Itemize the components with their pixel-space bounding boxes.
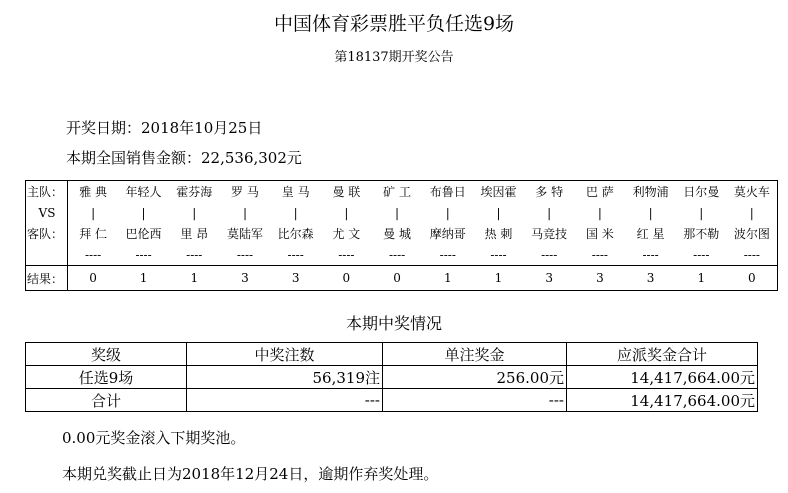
away-team: 拜 仁 xyxy=(79,227,108,241)
vs-mark: | xyxy=(91,205,96,220)
away-team: 那不勒 xyxy=(683,227,720,241)
separator-dash: ---- xyxy=(439,247,456,262)
match-result: 1 xyxy=(118,266,169,291)
home-team: 年轻人 xyxy=(125,185,162,199)
vs-mark: | xyxy=(597,205,602,220)
match-result: 1 xyxy=(473,266,524,291)
home-team: 雅 典 xyxy=(79,185,108,199)
vs-mark: | xyxy=(192,205,197,220)
match-result: 3 xyxy=(270,266,321,291)
page-title: 中国体育彩票胜平负任选9场 xyxy=(273,13,515,35)
home-team: 布鲁日 xyxy=(429,185,466,199)
vs-mark: | xyxy=(242,205,247,220)
match-result: 3 xyxy=(625,266,676,291)
away-team: 里 昂 xyxy=(180,227,209,241)
prize-header-row xyxy=(26,343,758,366)
separator-dash: ---- xyxy=(693,247,710,262)
prize-level: 任选9场 xyxy=(26,366,187,389)
draw-date: 开奖日期：2018年10月25日 xyxy=(66,119,263,137)
separator-dash: ---- xyxy=(135,247,152,262)
prize-count: 56,319注 xyxy=(187,366,383,389)
away-team-row xyxy=(26,223,778,244)
vs-mark: | xyxy=(749,205,754,220)
sales-amount: 本期全国销售金额：22,536,302元 xyxy=(66,149,302,167)
prize-table xyxy=(25,342,758,412)
match-result: 0 xyxy=(68,266,119,291)
prize-row xyxy=(26,366,758,389)
prize-row-total xyxy=(26,389,758,412)
away-team: 莫陆军 xyxy=(226,227,263,241)
away-team: 巴伦西 xyxy=(125,227,162,241)
match-result: 3 xyxy=(524,266,575,291)
vs-mark: | xyxy=(699,205,704,220)
separator-dash: ---- xyxy=(490,247,507,262)
vs-mark: | xyxy=(445,205,450,220)
match-result: 1 xyxy=(676,266,727,291)
separator-dash: ---- xyxy=(388,247,406,262)
home-team: 莫火车 xyxy=(733,185,770,199)
away-team: 曼 城 xyxy=(383,227,411,241)
header-level: 奖级 xyxy=(26,343,187,366)
home-team: 日尔曼 xyxy=(683,185,720,199)
header-count: 中奖注数 xyxy=(187,343,383,366)
match-result: 1 xyxy=(422,266,473,291)
separator-dash: ---- xyxy=(338,247,355,262)
separator-dash: ---- xyxy=(287,247,304,262)
prize-unit: --- xyxy=(383,389,567,412)
away-team: 马竞技 xyxy=(531,227,568,241)
home-team: 巴 萨 xyxy=(585,185,614,199)
away-team: 热 刺 xyxy=(484,227,513,241)
prize-level: 合计 xyxy=(26,389,187,412)
separator-dash: ---- xyxy=(84,247,102,262)
away-team: 波尔图 xyxy=(733,227,770,241)
prize-section-title: 本期中奖情况 xyxy=(345,314,442,333)
separator-dash: ---- xyxy=(236,247,254,262)
vs-mark: | xyxy=(496,205,501,220)
home-team-row xyxy=(26,181,778,203)
home-team: 罗 马 xyxy=(231,185,259,199)
vs-row xyxy=(26,202,778,223)
home-team: 多 特 xyxy=(535,185,564,199)
issue-subtitle: 第18137期开奖公告 xyxy=(334,50,454,65)
home-team: 矿 工 xyxy=(383,185,411,199)
vs-mark: | xyxy=(395,205,400,220)
vs-mark: | xyxy=(293,205,298,220)
prize-total: 14,417,664.00元 xyxy=(567,366,758,389)
header-unit-prize: 单注奖金 xyxy=(383,343,567,366)
vs-mark: | xyxy=(547,205,552,220)
home-team: 埃因霍 xyxy=(480,185,517,199)
match-result: 0 xyxy=(321,266,372,291)
rollover-note: 0.00元奖金滚入下期奖池。 xyxy=(62,429,246,447)
home-label: 主队： xyxy=(26,181,68,203)
prize-unit: 256.00元 xyxy=(383,366,567,389)
prize-count: --- xyxy=(187,389,383,412)
deadline-note: 本期兑奖截止日为2018年12月24日，逾期作弃奖处理。 xyxy=(62,465,439,483)
match-result: 3 xyxy=(220,266,271,291)
match-result: 0 xyxy=(372,266,423,291)
match-result: 0 xyxy=(727,266,778,291)
match-result: 3 xyxy=(575,266,626,291)
vs-mark: | xyxy=(648,205,653,220)
home-team: 皇 马 xyxy=(281,185,310,199)
header-total: 应派奖金合计 xyxy=(567,343,758,366)
away-team: 红 星 xyxy=(636,227,665,241)
separator-dash: ---- xyxy=(591,247,608,262)
away-team: 比尔森 xyxy=(277,227,314,241)
match-result: 1 xyxy=(169,266,220,291)
away-label: 客队： xyxy=(26,223,68,244)
separator-dash: ---- xyxy=(743,247,760,262)
separator-row xyxy=(26,244,778,266)
away-team: 国 米 xyxy=(585,227,614,241)
separator-dash: ---- xyxy=(186,247,203,262)
away-team: 尤 文 xyxy=(332,227,361,241)
home-team: 曼 联 xyxy=(332,185,361,199)
result-label: 结果： xyxy=(26,266,68,291)
home-team: 利物浦 xyxy=(632,185,669,199)
vs-mark: | xyxy=(344,205,349,220)
separator-dash: ---- xyxy=(642,247,659,262)
away-team: 摩纳哥 xyxy=(429,227,466,241)
result-row xyxy=(26,266,778,291)
match-table xyxy=(25,180,778,291)
separator-dash: ---- xyxy=(541,247,558,262)
vs-mark: | xyxy=(141,205,146,220)
vs-label: VS xyxy=(26,202,68,223)
prize-total: 14,417,664.00元 xyxy=(567,389,758,412)
home-team: 霍芬海 xyxy=(176,185,213,199)
